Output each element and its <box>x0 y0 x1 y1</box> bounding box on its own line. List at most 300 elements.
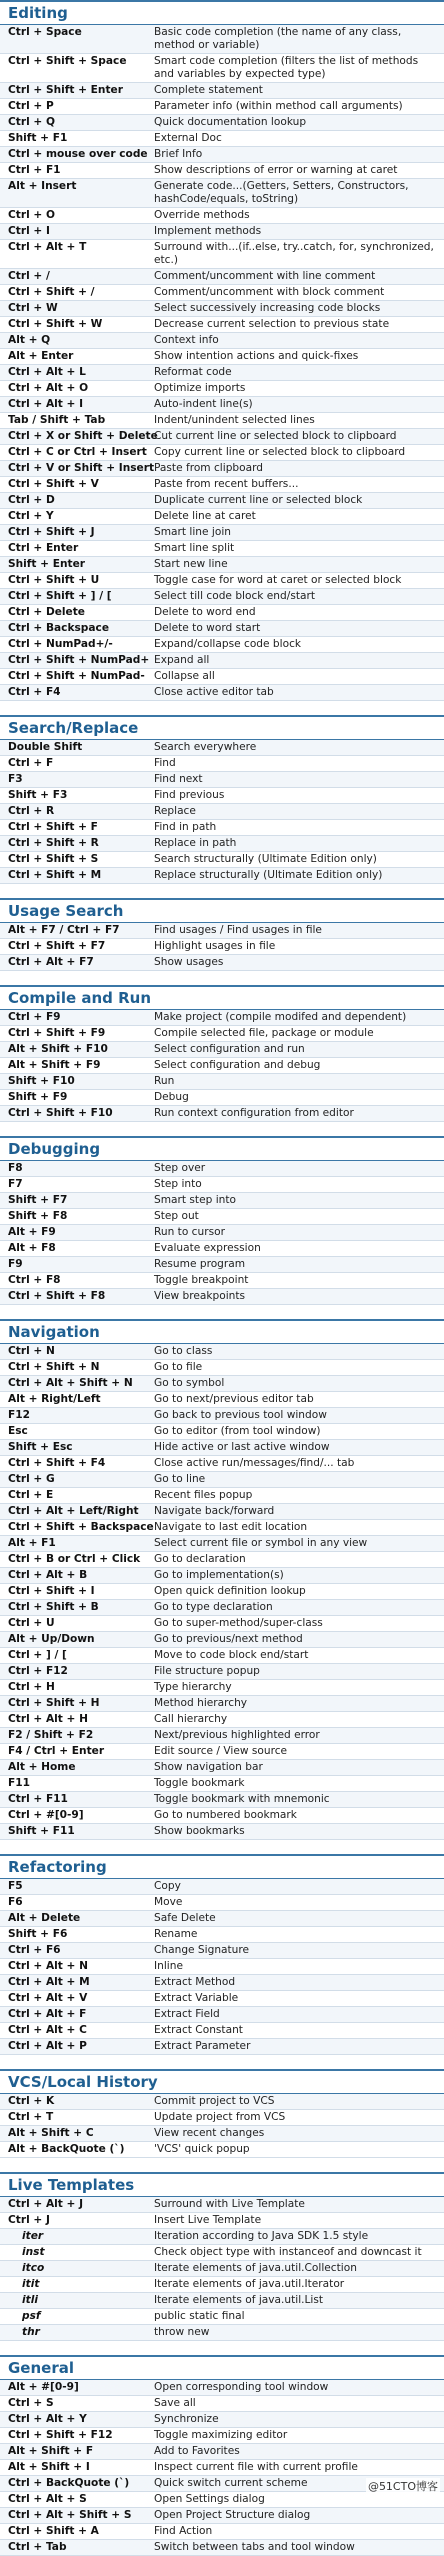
shortcut-key: Ctrl + C or Ctrl + Insert <box>8 446 147 458</box>
shortcut-description: Rename <box>154 1928 198 1940</box>
section-spacer <box>0 2341 444 2355</box>
shortcut-description: Select configuration and debug <box>154 1059 321 1071</box>
shortcut-row <box>0 397 444 413</box>
shortcut-row <box>0 1161 444 1177</box>
shortcut-description: Close active editor tab <box>154 686 274 698</box>
shortcut-key: F8 <box>8 1162 23 1174</box>
shortcut-key: Ctrl + Q <box>8 116 55 128</box>
shortcut-row <box>0 317 444 333</box>
shortcut-key: Alt + BackQuote (`) <box>8 2143 125 2155</box>
shortcut-key: Alt + F7 / Ctrl + F7 <box>8 924 120 936</box>
shortcut-row <box>0 365 444 381</box>
shortcut-row <box>0 820 444 836</box>
shortcut-description: Go to line <box>154 1473 206 1485</box>
section-vcs-local-history <box>0 2069 444 2172</box>
shortcut-key: Ctrl + W <box>8 302 58 314</box>
shortcut-description: Copy <box>154 1880 181 1892</box>
shortcut-row <box>0 147 444 163</box>
shortcut-key: Shift + F10 <box>8 1075 75 1087</box>
shortcut-row <box>0 653 444 669</box>
shortcut-row <box>0 445 444 461</box>
section-title: Live Templates <box>0 2172 444 2197</box>
shortcut-description: Edit source / View source <box>154 1745 288 1757</box>
shortcut-row <box>0 557 444 573</box>
shortcut-description: Hide active or last active window <box>154 1441 330 1453</box>
shortcut-row <box>0 240 444 269</box>
section-spacer <box>0 971 444 985</box>
shortcut-description: Show intention actions and quick-fixes <box>154 350 359 362</box>
shortcut-row <box>0 1408 444 1424</box>
shortcut-key: Ctrl + J <box>8 2214 50 2226</box>
shortcut-description: Go to previous/next method <box>154 1633 303 1645</box>
shortcut-description: Iterate elements of java.util.List <box>154 2294 324 2306</box>
shortcut-description: Select till code block end/start <box>154 590 315 602</box>
shortcut-key: Esc <box>8 1425 28 1437</box>
section-editing <box>0 0 444 715</box>
shortcut-row <box>0 1680 444 1696</box>
shortcut-description: Paste from clipboard <box>154 462 264 474</box>
shortcut-description: View breakpoints <box>154 1290 246 1302</box>
shortcut-key: F6 <box>8 1896 23 1908</box>
shortcut-row <box>0 1273 444 1289</box>
shortcut-description: Method hierarchy <box>154 1697 248 1709</box>
shortcut-key: Ctrl + Alt + Left/Right <box>8 1505 139 1517</box>
shortcut-row <box>0 1808 444 1824</box>
shortcut-row <box>0 923 444 939</box>
shortcut-key: iter <box>22 2230 44 2242</box>
shortcut-row <box>0 2293 444 2309</box>
shortcut-row <box>0 2492 444 2508</box>
shortcut-key: Ctrl + Space <box>8 26 82 38</box>
shortcut-key: Shift + F7 <box>8 1194 68 1206</box>
section-debugging <box>0 1136 444 1319</box>
section-title: VCS/Local History <box>0 2069 444 2094</box>
shortcut-description: Change Signature <box>154 1944 250 1956</box>
shortcut-description: Go to editor (from tool window) <box>154 1425 321 1437</box>
shortcut-row <box>0 1568 444 1584</box>
shortcut-description: Select current file or symbol in any view <box>154 1537 368 1549</box>
shortcut-description: Evaluate expression <box>154 1242 261 1254</box>
shortcut-key: Ctrl + N <box>8 1345 55 1357</box>
shortcut-description: Start new line <box>154 558 228 570</box>
shortcut-description: Optimize imports <box>154 382 246 394</box>
shortcut-key: Alt + F1 <box>8 1537 56 1549</box>
shortcut-row <box>0 2126 444 2142</box>
shortcut-description: Go to file <box>154 1361 203 1373</box>
shortcut-key: Ctrl + Alt + C <box>8 2024 87 2036</box>
shortcut-key: Ctrl + Shift + A <box>8 2525 99 2537</box>
shortcut-description: Show descriptions of error or warning at caret <box>154 164 398 176</box>
shortcut-row <box>0 939 444 955</box>
shortcut-description: Switch between tabs and tool window <box>154 2541 355 2553</box>
shortcut-key: Alt + Delete <box>8 1912 81 1924</box>
shortcut-description: Toggle breakpoint <box>154 1274 249 1286</box>
shortcut-row <box>0 1664 444 1680</box>
shortcut-description: Find usages / Find usages in file <box>154 924 322 936</box>
shortcut-key: Alt + Shift + F10 <box>8 1043 108 1055</box>
shortcut-key: itco <box>22 2262 45 2274</box>
shortcut-key: Shift + F11 <box>8 1825 75 1837</box>
section-title: Editing <box>0 0 444 25</box>
shortcut-key: Alt + Shift + I <box>8 2461 90 2473</box>
section-spacer <box>0 884 444 898</box>
shortcut-description: Extract Field <box>154 2008 220 2020</box>
shortcut-description: Replace structurally (Ultimate Edition only) <box>154 869 383 881</box>
shortcut-key: F11 <box>8 1777 30 1789</box>
shortcut-row <box>0 1257 444 1273</box>
shortcut-key: Ctrl + Shift + N <box>8 1361 100 1373</box>
shortcut-key: Double Shift <box>8 741 83 753</box>
shortcut-key: Ctrl + F12 <box>8 1665 68 1677</box>
shortcut-description: Find previous <box>154 789 225 801</box>
shortcut-description: Go back to previous tool window <box>154 1409 327 1421</box>
shortcut-row <box>0 1090 444 1106</box>
shortcut-description: Copy current line or selected block to clipboard <box>154 446 406 458</box>
shortcut-key: Ctrl + Shift + F8 <box>8 1290 106 1302</box>
shortcut-table <box>0 2094 444 2158</box>
shortcut-row <box>0 349 444 365</box>
shortcut-description: Step out <box>154 1210 199 1222</box>
shortcut-key: Shift + F8 <box>8 1210 68 1222</box>
section-refactoring <box>0 1854 444 2069</box>
shortcut-key: Ctrl + / <box>8 270 50 282</box>
shortcut-row <box>0 1376 444 1392</box>
shortcut-key: Ctrl + Shift + NumPad+ <box>8 654 150 666</box>
shortcut-description: Generate code...(Getters, Setters, Constructors, hashCode/equals, toString) <box>154 180 409 205</box>
shortcut-key: Ctrl + Shift + ] / [ <box>8 590 112 602</box>
section-spacer <box>0 701 444 715</box>
shortcut-row <box>0 2213 444 2229</box>
shortcut-description: Delete to word end <box>154 606 256 618</box>
section-title: Debugging <box>0 1136 444 1161</box>
shortcut-description: Toggle bookmark with mnemonic <box>154 1793 330 1805</box>
shortcut-table <box>0 2197 444 2341</box>
shortcut-row <box>0 301 444 317</box>
shortcut-key: Alt + F8 <box>8 1242 56 1254</box>
shortcut-row <box>0 2508 444 2524</box>
shortcut-row <box>0 1712 444 1728</box>
shortcut-key: Ctrl + V or Shift + Insert <box>8 462 155 474</box>
shortcut-row <box>0 669 444 685</box>
shortcut-row <box>0 2110 444 2126</box>
shortcut-row <box>0 1289 444 1305</box>
shortcut-key: Ctrl + B or Ctrl + Click <box>8 1553 141 1565</box>
shortcut-key: Ctrl + Tab <box>8 2541 67 2553</box>
shortcut-row <box>0 429 444 445</box>
shortcut-row <box>0 1058 444 1074</box>
section-title: Compile and Run <box>0 985 444 1010</box>
shortcut-description: View recent changes <box>154 2127 265 2139</box>
shortcut-key: Alt + Up/Down <box>8 1633 95 1645</box>
shortcut-key: Ctrl + F4 <box>8 686 61 698</box>
shortcut-key: Shift + F9 <box>8 1091 68 1103</box>
shortcut-row <box>0 1520 444 1536</box>
shortcut-key: Shift + F3 <box>8 789 68 801</box>
shortcut-key: Ctrl + Shift + F12 <box>8 2429 113 2441</box>
shortcut-row <box>0 1360 444 1376</box>
shortcut-description: Extract Parameter <box>154 2040 251 2052</box>
shortcut-row <box>0 2444 444 2460</box>
shortcut-key: Ctrl + U <box>8 1617 55 1629</box>
shortcut-description: Toggle case for word at caret or selected block <box>154 574 402 586</box>
shortcut-key: Alt + Shift + C <box>8 2127 94 2139</box>
shortcut-description: throw new <box>154 2326 210 2338</box>
shortcut-description: Check object type with instanceof and downcast it <box>154 2246 422 2258</box>
shortcut-row <box>0 224 444 240</box>
shortcut-key: Ctrl + Alt + M <box>8 1976 90 1988</box>
shortcut-description: Go to type declaration <box>154 1601 273 1613</box>
shortcut-description: Extract Variable <box>154 1992 239 2004</box>
shortcut-row <box>0 1728 444 1744</box>
shortcut-key: Ctrl + Shift + B <box>8 1601 99 1613</box>
shortcut-row <box>0 685 444 701</box>
shortcut-description: Navigate back/forward <box>154 1505 275 1517</box>
shortcut-description: External Doc <box>154 132 222 144</box>
shortcut-description: Extract Constant <box>154 2024 243 2036</box>
shortcut-key: itit <box>22 2278 40 2290</box>
shortcut-description: Recent files popup <box>154 1489 253 1501</box>
shortcut-key: Ctrl + I <box>8 225 50 237</box>
shortcut-row <box>0 573 444 589</box>
shortcut-key: Ctrl + Shift + F7 <box>8 940 106 952</box>
shortcut-row <box>0 1026 444 1042</box>
shortcut-description: Go to super-method/super-class <box>154 1617 323 1629</box>
shortcut-row <box>0 2460 444 2476</box>
shortcut-row <box>0 1991 444 2007</box>
shortcut-description: Paste from recent buffers... <box>154 478 299 490</box>
shortcut-row <box>0 2142 444 2158</box>
shortcut-key: Ctrl + O <box>8 209 55 221</box>
section-spacer <box>0 2158 444 2172</box>
shortcut-row <box>0 1895 444 1911</box>
shortcut-row <box>0 1792 444 1808</box>
section-spacer <box>0 1122 444 1136</box>
shortcut-description: Basic code completion (the name of any class, method or variable) <box>154 26 402 51</box>
shortcut-key: Ctrl + NumPad+/- <box>8 638 113 650</box>
shortcut-description: Run <box>154 1075 175 1087</box>
shortcut-row <box>0 1177 444 1193</box>
shortcut-description: Find Action <box>154 2525 213 2537</box>
shortcut-row <box>0 1042 444 1058</box>
shortcut-description: Smart step into <box>154 1194 236 1206</box>
shortcut-row <box>0 2229 444 2245</box>
shortcut-key: Ctrl + F9 <box>8 1011 61 1023</box>
shortcut-table <box>0 25 444 701</box>
shortcut-description: Go to class <box>154 1345 213 1357</box>
shortcut-key: Ctrl + BackQuote (`) <box>8 2477 130 2489</box>
shortcut-description: Safe Delete <box>154 1912 216 1924</box>
shortcut-row <box>0 333 444 349</box>
shortcut-description: Open corresponding tool window <box>154 2381 329 2393</box>
shortcut-description: Duplicate current line or selected block <box>154 494 363 506</box>
shortcut-key: Ctrl + F11 <box>8 1793 68 1805</box>
shortcut-row <box>0 1584 444 1600</box>
shortcut-row <box>0 1911 444 1927</box>
shortcut-description: Inline <box>154 1960 183 1972</box>
shortcut-row <box>0 2039 444 2055</box>
shortcut-key: Ctrl + Y <box>8 510 54 522</box>
shortcut-row <box>0 852 444 868</box>
shortcut-description: Find in path <box>154 821 217 833</box>
shortcut-row <box>0 1440 444 1456</box>
shortcut-description: Decrease current selection to previous state <box>154 318 390 330</box>
shortcut-key: Ctrl + Shift + F10 <box>8 1107 113 1119</box>
shortcut-key: Ctrl + #[0-9] <box>8 1809 84 1821</box>
shortcut-key: Ctrl + Shift + F4 <box>8 1457 106 1469</box>
shortcut-key: Ctrl + Alt + B <box>8 1569 88 1581</box>
shortcut-row <box>0 2007 444 2023</box>
shortcut-key: F3 <box>8 773 23 785</box>
section-general <box>0 2355 444 2556</box>
section-title: Usage Search <box>0 898 444 923</box>
shortcut-description: Iterate elements of java.util.Iterator <box>154 2278 345 2290</box>
section-navigation <box>0 1319 444 1854</box>
shortcut-row <box>0 477 444 493</box>
shortcut-key: Ctrl + S <box>8 2397 54 2409</box>
shortcut-row <box>0 1975 444 1991</box>
shortcut-row <box>0 637 444 653</box>
shortcut-row <box>0 756 444 772</box>
section-usage-search <box>0 898 444 985</box>
shortcut-description: Call hierarchy <box>154 1713 228 1725</box>
shortcut-key: Ctrl + H <box>8 1681 55 1693</box>
shortcut-row <box>0 2428 444 2444</box>
shortcut-description: Brief Info <box>154 148 203 160</box>
shortcut-table <box>0 1344 444 1840</box>
shortcut-key: Alt + Enter <box>8 350 74 362</box>
shortcut-row <box>0 2412 444 2428</box>
shortcut-description: Iterate elements of java.util.Collection <box>154 2262 357 2274</box>
shortcut-description: Close active run/messages/find/... tab <box>154 1457 355 1469</box>
shortcut-key: Ctrl + Alt + O <box>8 382 89 394</box>
shortcut-key: Alt + F9 <box>8 1226 56 1238</box>
shortcut-row <box>0 163 444 179</box>
shortcut-row <box>0 2396 444 2412</box>
shortcut-key: Alt + Shift + F <box>8 2445 94 2457</box>
shortcut-key: Ctrl + F1 <box>8 164 61 176</box>
shortcut-row <box>0 955 444 971</box>
shortcut-key: Ctrl + Alt + V <box>8 1992 88 2004</box>
shortcut-key: Ctrl + Enter <box>8 542 79 554</box>
shortcut-row <box>0 804 444 820</box>
shortcut-row <box>0 2197 444 2213</box>
shortcut-key: Ctrl + Backspace <box>8 622 109 634</box>
shortcut-description: Go to symbol <box>154 1377 225 1389</box>
shortcut-row <box>0 1010 444 1026</box>
shortcut-key: F9 <box>8 1258 23 1270</box>
shortcut-row <box>0 1472 444 1488</box>
section-compile-and-run <box>0 985 444 1136</box>
shortcut-description: Complete statement <box>154 84 263 96</box>
shortcut-row <box>0 83 444 99</box>
shortcut-description: Resume program <box>154 1258 246 1270</box>
shortcut-key: F5 <box>8 1880 23 1892</box>
shortcut-key: F7 <box>8 1178 23 1190</box>
shortcut-key: Shift + F1 <box>8 132 68 144</box>
shortcut-key: Ctrl + Shift + I <box>8 1585 95 1597</box>
shortcut-row <box>0 740 444 756</box>
shortcut-description: Find <box>154 757 176 769</box>
shortcut-row <box>0 1648 444 1664</box>
shortcut-key: Alt + #[0-9] <box>8 2381 79 2393</box>
shortcut-row <box>0 2261 444 2277</box>
shortcut-row <box>0 1392 444 1408</box>
shortcut-key: Ctrl + Shift + NumPad- <box>8 670 145 682</box>
shortcut-key: Ctrl + Shift + W <box>8 318 103 330</box>
shortcut-key: Ctrl + Shift + F9 <box>8 1027 106 1039</box>
shortcut-description: Iteration according to Java SDK 1.5 style <box>154 2230 369 2242</box>
shortcut-key: Shift + Esc <box>8 1441 73 1453</box>
shortcut-key: Ctrl + F <box>8 757 54 769</box>
shortcut-description: Replace <box>154 805 196 817</box>
section-title: Navigation <box>0 1319 444 1344</box>
shortcut-row <box>0 1456 444 1472</box>
section-title: Search/Replace <box>0 715 444 740</box>
shortcut-key: psf <box>22 2310 41 2322</box>
shortcut-row <box>0 269 444 285</box>
shortcut-key: Ctrl + Shift + M <box>8 869 102 881</box>
shortcut-row <box>0 2094 444 2110</box>
shortcut-key: Ctrl + Alt + P <box>8 2040 87 2052</box>
shortcut-description: Move to code block end/start <box>154 1649 309 1661</box>
shortcut-row <box>0 2380 444 2396</box>
shortcut-description: Insert Live Template <box>154 2214 262 2226</box>
shortcut-row <box>0 1760 444 1776</box>
shortcut-key: Ctrl + Shift + V <box>8 478 99 490</box>
shortcut-key: Ctrl + Alt + L <box>8 366 86 378</box>
shortcut-description: Expand all <box>154 654 210 666</box>
shortcut-row <box>0 2540 444 2556</box>
shortcut-key: Ctrl + G <box>8 1473 55 1485</box>
shortcut-description: Open Settings dialog <box>154 2493 265 2505</box>
shortcut-description: Collapse all <box>154 670 215 682</box>
shortcut-description: Search structurally (Ultimate Edition only) <box>154 853 377 865</box>
section-search-replace <box>0 715 444 898</box>
shortcut-key: Ctrl + R <box>8 805 55 817</box>
shortcut-row <box>0 54 444 83</box>
shortcut-description: Smart line join <box>154 526 231 538</box>
shortcut-row <box>0 836 444 852</box>
shortcut-row <box>0 1209 444 1225</box>
shortcut-description: Type hierarchy <box>154 1681 232 1693</box>
shortcut-key: Ctrl + D <box>8 494 55 506</box>
shortcut-key: Ctrl + Alt + N <box>8 1960 88 1972</box>
shortcut-key: Ctrl + Alt + F <box>8 2008 87 2020</box>
shortcut-description: Synchronize <box>154 2413 219 2425</box>
shortcut-description: Go to next/previous editor tab <box>154 1393 314 1405</box>
shortcut-description: Search everywhere <box>154 741 257 753</box>
shortcut-row <box>0 1536 444 1552</box>
shortcut-key: Ctrl + Alt + J <box>8 2198 84 2210</box>
shortcut-row <box>0 99 444 115</box>
shortcut-row <box>0 1488 444 1504</box>
shortcut-key: Ctrl + Shift + / <box>8 286 95 298</box>
shortcut-row <box>0 2277 444 2293</box>
shortcut-row <box>0 541 444 557</box>
shortcut-description: Update project from VCS <box>154 2111 286 2123</box>
shortcut-description: Indent/unindent selected lines <box>154 414 315 426</box>
shortcut-row <box>0 1106 444 1122</box>
shortcut-row <box>0 1193 444 1209</box>
shortcut-row <box>0 1776 444 1792</box>
shortcut-row <box>0 1616 444 1632</box>
shortcut-row <box>0 788 444 804</box>
shortcut-key: Ctrl + Alt + T <box>8 241 87 253</box>
shortcut-row <box>0 1927 444 1943</box>
shortcut-key: thr <box>22 2326 40 2338</box>
shortcut-description: Highlight usages in file <box>154 940 276 952</box>
shortcut-row <box>0 493 444 509</box>
